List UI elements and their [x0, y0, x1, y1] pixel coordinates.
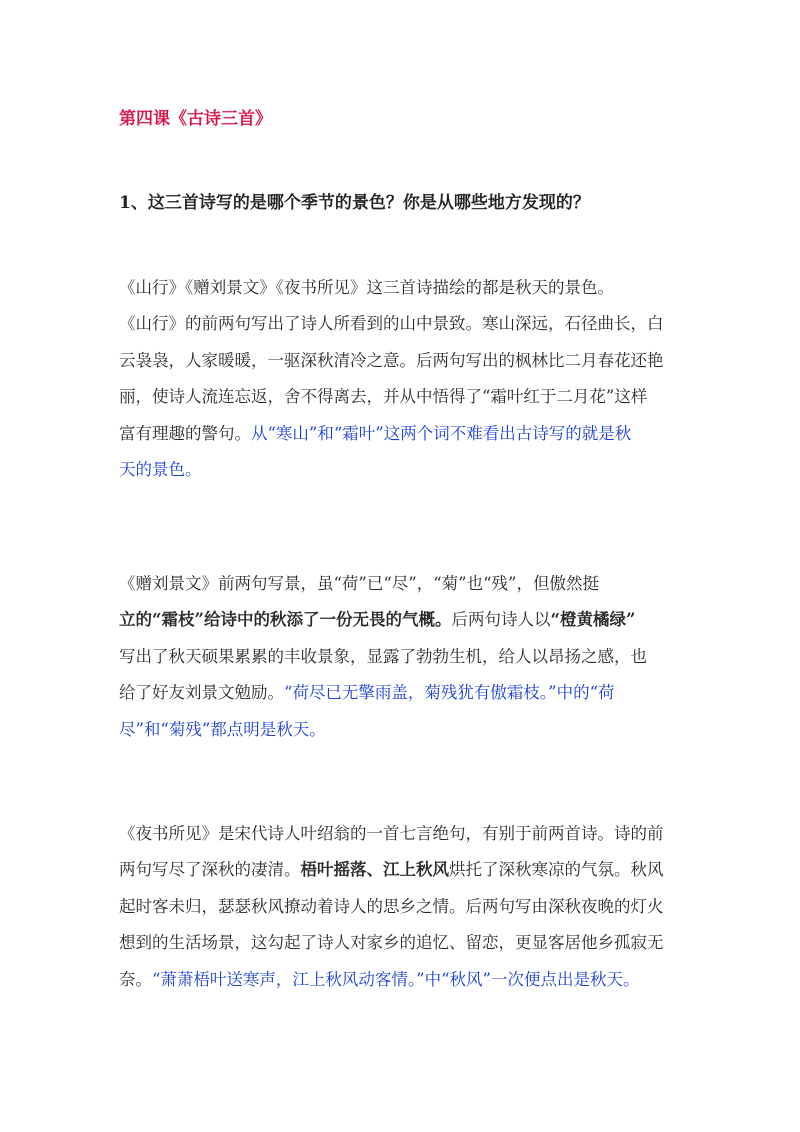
paragraph-text: 给了好友刘景文勉励。: [119, 683, 284, 703]
bold-text: “橙黄橘绿”: [550, 610, 636, 630]
highlight-text: “萧萧梧叶送寒声，江上秋风动客情。”中“秋风”一次便点出是秋天。: [152, 969, 640, 989]
highlight-text: 尽”和“菊残”都点明是秋天。: [119, 719, 326, 739]
paragraph-line: 《山行》《赠刘景文》《夜书所见》这三首诗描绘的都是秋天的景色。: [119, 278, 614, 297]
lesson-title: 第四课《古诗三首》: [119, 109, 272, 129]
paragraph-text: 后两句诗人以: [451, 610, 551, 630]
highlight-text: “荷尽已无擎雨盖，菊残犹有傲霜枝。”中的“荷: [284, 683, 615, 703]
bold-text: 梧叶摇落、江上秋风: [300, 860, 449, 880]
paragraph-line: 起时客未归，瑟瑟秋风撩动着诗人的思乡之情。后两句写由深秋夜晚的灯火: [119, 896, 664, 916]
highlight-text: 天的景色。: [119, 459, 202, 479]
bold-text: 立的“霜枝”给诗中的秋添了一份无畏的气概。: [119, 610, 452, 630]
paragraph-line: 《山行》的前两句写出了诗人所看到的山中景致。寒山深远，石径曲长，白: [119, 314, 664, 334]
paragraph-shanxing: [119, 270, 684, 488]
paragraph-line: [119, 416, 684, 452]
paragraph-line: [119, 852, 684, 888]
paragraph-text: 奈。: [119, 969, 152, 989]
paragraph-line: 写出了秋天硕果累累的丰收景象，显露了勃勃生机，给人以昂扬之感，也: [119, 646, 647, 666]
paragraph-line: 《赠刘景文》前两句写景，虽“荷”已“尽”，“菊”也“残”，但傲然挺: [119, 574, 599, 593]
paragraph-line: 《夜书所见》是宋代诗人叶绍翁的一首七言绝句，有别于前两首诗。诗的前: [119, 824, 664, 843]
paragraph-line: [119, 675, 684, 711]
paragraph-yeshusuojian: [119, 816, 684, 998]
question-heading: 1、这三首诗写的是哪个季节的景色？你是从哪些地方发现的？: [119, 193, 590, 213]
paragraph-line: [119, 962, 684, 998]
paragraph-line: [119, 602, 684, 638]
paragraph-text: 富有理趣的警句。: [119, 423, 251, 443]
paragraph-zengliujingwen: [119, 566, 684, 748]
paragraph-text: 两句写尽了深秋的凄清。: [119, 860, 301, 880]
paragraph-line: 想到的生活场景，这勾起了诗人对家乡的追忆、留恋，更显客居他乡孤寂无: [119, 933, 664, 953]
paragraph-line: 丽，使诗人流连忘返，舍不得离去，并从中悟得了“霜叶红于二月花”这样: [119, 387, 648, 407]
highlight-text: 从“寒山”和“霜叶”这两个词不难看出古诗写的就是秋: [251, 423, 632, 443]
paragraph-line: 云袅袅，人家暖暖，一驱深秋清冷之意。后两句写出的枫林比二月春花还艳: [119, 350, 664, 370]
paragraph-text: 烘托了深秋寒凉的气氛。秋风: [449, 860, 664, 880]
